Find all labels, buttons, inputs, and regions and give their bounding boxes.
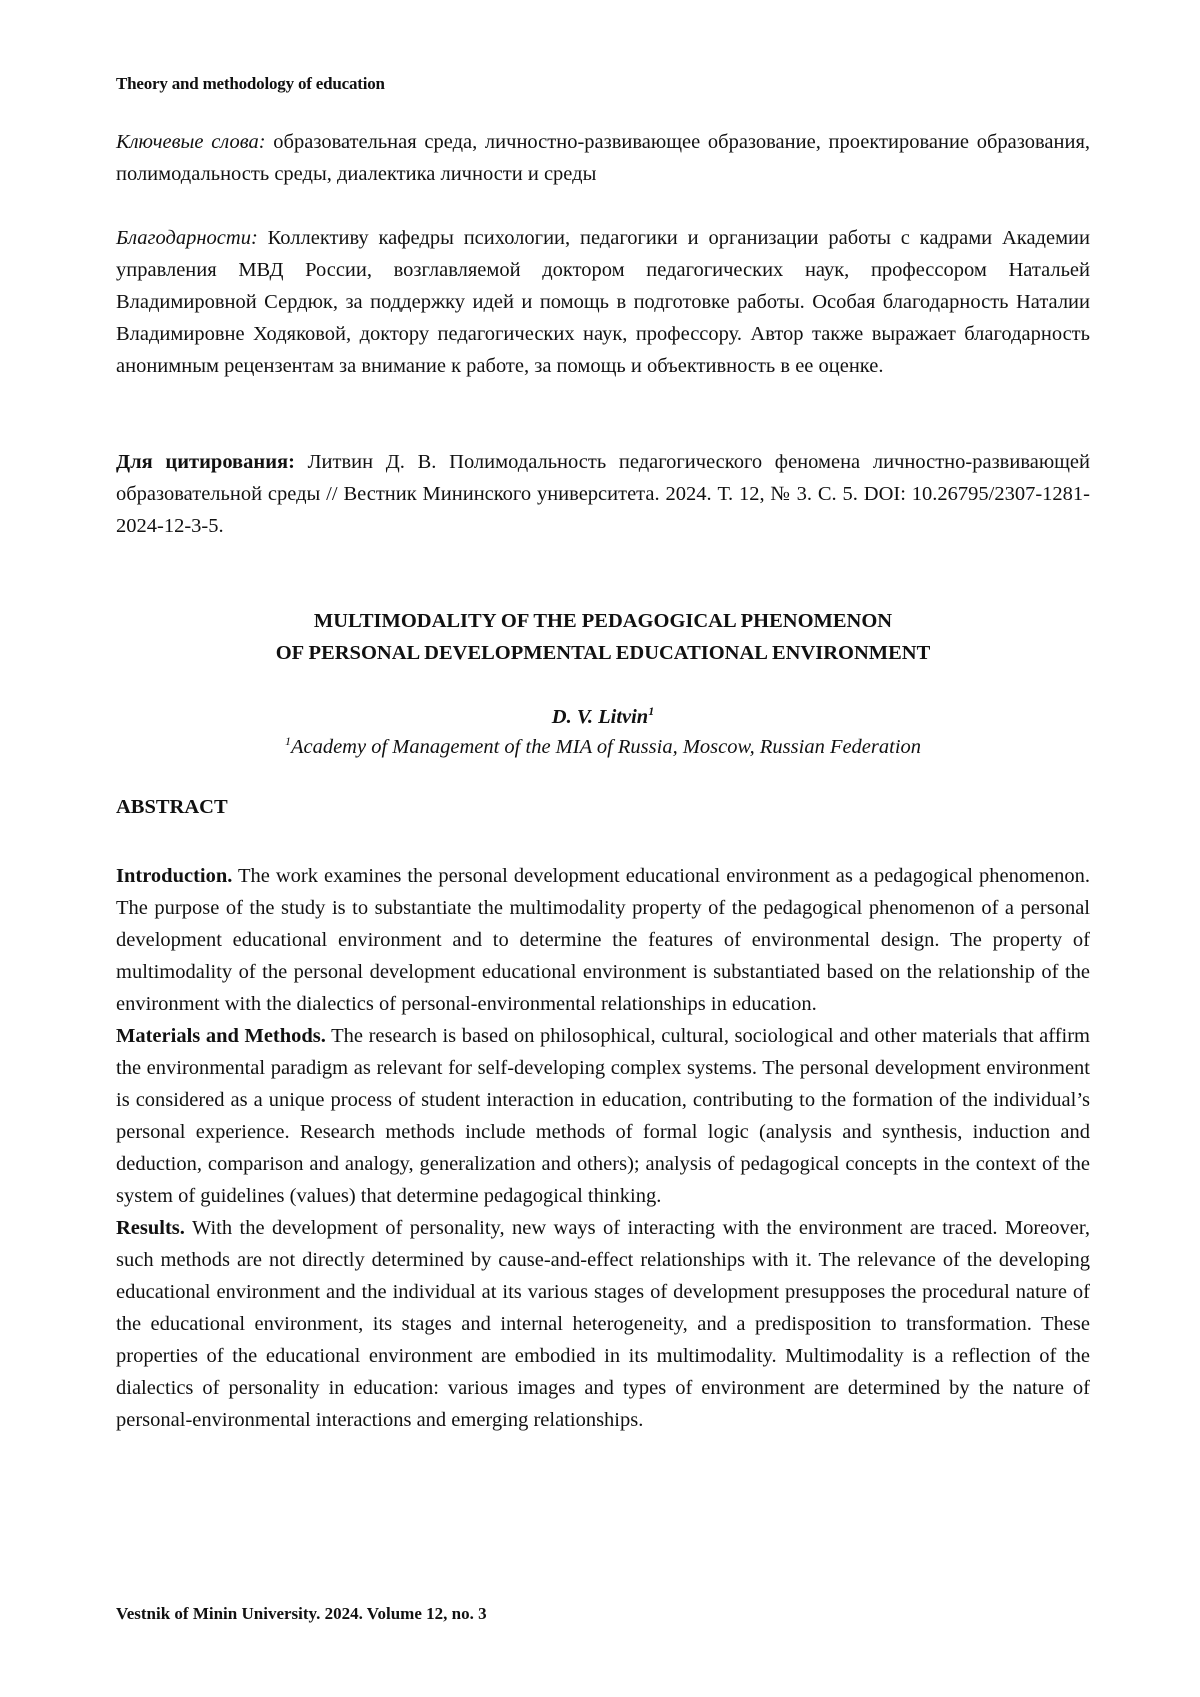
journal-footer: Vestnik of Minin University. 2024. Volume 12, no. 3	[116, 1604, 487, 1623]
section-label: Materials and Methods.	[116, 1025, 326, 1047]
section-text: The research is based on philosophical, cultural, sociological and other materials that affirm the environmental paradigm as relevant for self-developing complex systems. The personal development environment is considered as a unique process of student interaction in education, contributing to the formation of the individual’s personal experience. Research methods include methods of formal logic (analysis and synthesis, induction and deduction, comparison and analogy, generalization and others); analysis of pedagogical concepts in the context of the system of guidelines (values) that determine pedagogical thinking.	[116, 1025, 1090, 1207]
article-title-line-2: OF PERSONAL DEVELOPMENTAL EDUCATIONAL ENVIRONMENT	[275, 642, 931, 664]
abstract-materials-methods	[116, 1020, 1090, 1212]
abstract-introduction	[116, 860, 1090, 1020]
section-label: Results.	[116, 1217, 185, 1239]
section-text: With the development of personality, new ways of interacting with the environment are traced. Moreover, such methods are not directly determined by cause-and-effect relationships with it. The relevance of the developing educational environment and the individual at its various stages of development presupposes the procedural nature of the educational environment, its stages and internal heterogeneity, and a predisposition to transformation. These properties of the educational environment are embodied in its multimodality. Multimodality is a reflection of the dialectics of personality in education: various images and types of environment are determined by the nature of personal-environmental interactions and emerging relationships.	[116, 1217, 1090, 1431]
acknowledgements-text: Коллективу кафедры психологии, педагогики и организации работы с кадрами Академии управления МВД России, возглавляемой доктором педагогических наук, профессором Натальей Владимировной Сердюк, за поддержку идей и помощь в подготовке работы. Особая благодарность Наталии Владимировне Ходяковой, доктору педагогических наук, профессору. Автор также выражает благодарность анонимным рецензентам за внимание к работе, за помощь и объективность в ее оценке.	[116, 227, 1090, 377]
abstract-results	[116, 1212, 1090, 1436]
article-title-line-1: MULTIMODALITY OF THE PEDAGOGICAL PHENOMENON	[313, 610, 893, 632]
keywords-text: образовательная среда, личностно-развивающее образование, проектирование образования, полимодальность среды, диалектика личности и среды	[116, 131, 1090, 185]
author-name	[116, 702, 1090, 732]
author-affiliation	[116, 732, 1090, 762]
article-title	[116, 605, 1090, 669]
abstract-heading: ABSTRACT	[116, 796, 228, 818]
citation-label: Для цитирования:	[116, 451, 295, 473]
affiliation-sup: 1	[284, 734, 291, 749]
acknowledgements-label: Благодарности:	[116, 227, 258, 249]
affiliation-text: Academy of Management of the MIA of Russia, Moscow, Russian Federation	[290, 736, 922, 758]
section-label: Introduction.	[116, 865, 233, 887]
citation-text: Литвин Д. В. Полимодальность педагогического феномена личностно-развивающей образовательной среды // Вестник Мининского университета. 2024. Т. 12, № 3. С. 5. DOI: 10.26795/2307-1281-2024-12-3-5.	[116, 451, 1090, 537]
author-sup: 1	[648, 704, 655, 719]
running-head: Theory and methodology of education	[116, 74, 385, 93]
section-text: The work examines the personal development educational environment as a pedagogical phenomenon. The purpose of the study is to substantiate the multimodality property of the pedagogical phenomenon of a personal development educational environment and to determine the features of environmental design. The property of multimodality of the personal development educational environment is substantiated based on the relationship of the environment with the dialectics of personal-environmental relationships in education.	[116, 865, 1090, 1015]
acknowledgements-paragraph	[116, 222, 1090, 382]
citation-paragraph	[116, 446, 1090, 542]
author-name-text: D. V. Litvin	[551, 706, 649, 728]
abstract-body	[116, 860, 1090, 1436]
keywords-paragraph	[116, 126, 1090, 190]
keywords-label: Ключевые слова:	[116, 131, 266, 153]
